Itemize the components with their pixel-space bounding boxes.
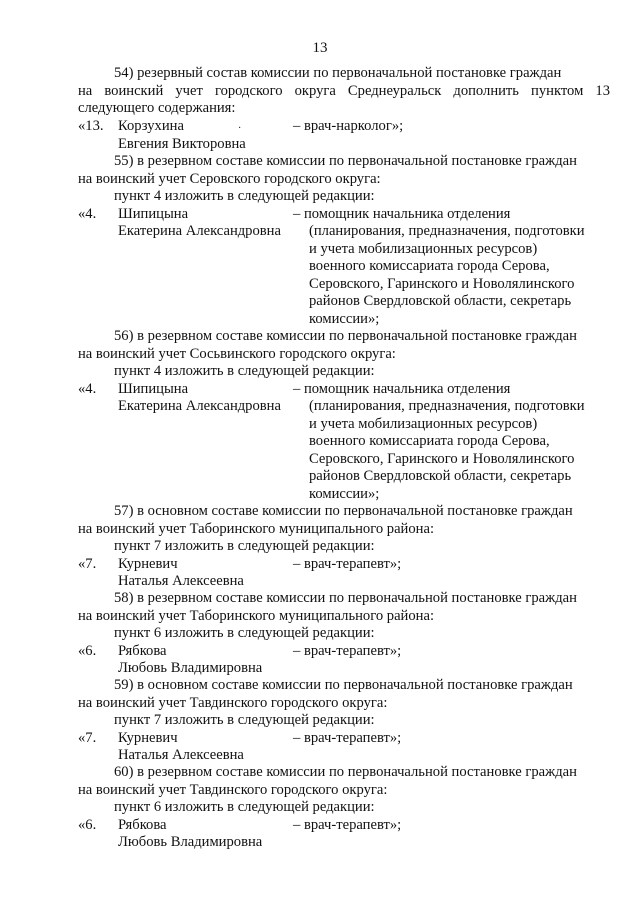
entry-surname: Шипицына xyxy=(118,381,189,397)
entry-surname: Курневич xyxy=(118,556,178,572)
paragraph-line: 55) в резервном составе комиссии по первоначальной постановке граждан xyxy=(114,153,577,169)
paragraph-line: на воинский учет Серовского городского округа: xyxy=(78,171,381,187)
paragraph-line: на воинский учет Тавдинского городского округа: xyxy=(78,695,388,711)
paragraph-line: 57) в основном составе комиссии по первоначальной постановке граждан xyxy=(114,503,573,519)
entry-number: «6. xyxy=(78,817,97,833)
paragraph-line: 56) в резервном составе комиссии по первоначальной постановке граждан xyxy=(114,328,577,344)
entry-number: «13. xyxy=(78,118,104,134)
entry-role-line: – помощник начальника отделения xyxy=(293,381,511,397)
entry-number: «4. xyxy=(78,381,97,397)
entry-role-line: – врач-терапевт»; xyxy=(293,730,402,746)
paragraph-line: следующего содержания: xyxy=(78,100,236,116)
paragraph-line: пункт 7 изложить в следующей редакции: xyxy=(114,538,375,554)
entry-given-names: Евгения Викторовна xyxy=(118,136,246,152)
entry-role-line: и учета мобилизационных ресурсов) xyxy=(309,241,538,257)
entry-given-names: Любовь Владимировна xyxy=(118,660,263,676)
entry-role-line: районов Свердловской области, секретарь xyxy=(309,293,572,309)
paragraph-line: пункт 6 изложить в следующей редакции: xyxy=(114,625,375,641)
page-number: 13 xyxy=(312,40,328,56)
entry-number: «6. xyxy=(78,643,97,659)
entry-given-names: Любовь Владимировна xyxy=(118,834,263,850)
entry-role-line: – врач-терапевт»; xyxy=(293,817,402,833)
entry-role-line: Серовского, Гаринского и Новолялинского xyxy=(309,451,575,467)
entry-role-line: Серовского, Гаринского и Новолялинского xyxy=(309,276,575,292)
paragraph-line: пункт 4 изложить в следующей редакции: xyxy=(114,363,375,379)
entry-surname: Рябкова xyxy=(118,817,167,833)
entry-role-line: – врач-терапевт»; xyxy=(293,643,402,659)
entry-role-line: (планирования, предназначения, подготовки xyxy=(309,223,585,239)
entry-surname: Рябкова xyxy=(118,643,167,659)
entry-surname: Курневич xyxy=(118,730,178,746)
paragraph-line: на воинский учет городского округа Среднеуральск дополнить пунктом 13 xyxy=(78,83,610,99)
entry-role-line: и учета мобилизационных ресурсов) xyxy=(309,416,538,432)
entry-given-names: Наталья Алексеевна xyxy=(118,747,244,763)
paragraph-line: 60) в резервном составе комиссии по первоначальной постановке граждан xyxy=(114,764,577,780)
paragraph-line: 59) в основном составе комиссии по первоначальной постановке граждан xyxy=(114,677,573,693)
entry-given-names: Екатерина Александровна xyxy=(118,398,281,414)
paragraph-line: на воинский учет Таборинского муниципального района: xyxy=(78,608,434,624)
entry-role-line: комиссии»; xyxy=(309,311,380,327)
entry-given-names: Екатерина Александровна xyxy=(118,223,281,239)
paragraph-line: пункт 7 изложить в следующей редакции: xyxy=(114,712,375,728)
entry-role-line: – врач-нарколог»; xyxy=(293,118,404,134)
scan-speck: · xyxy=(238,123,242,134)
entry-number: «7. xyxy=(78,556,97,572)
paragraph-line: на воинский учет Таборинского муниципального района: xyxy=(78,521,434,537)
entry-role-line: – помощник начальника отделения xyxy=(293,206,511,222)
entry-surname: Корзухина xyxy=(118,118,184,134)
entry-given-names: Наталья Алексеевна xyxy=(118,573,244,589)
paragraph-line: на воинский учет Сосьвинского городского округа: xyxy=(78,346,396,362)
entry-role-line: комиссии»; xyxy=(309,486,380,502)
entry-number: «4. xyxy=(78,206,97,222)
entry-number: «7. xyxy=(78,730,97,746)
paragraph-line: 54) резервный состав комиссии по первоначальной постановке граждан xyxy=(114,65,562,81)
entry-role-line: (планирования, предназначения, подготовки xyxy=(309,398,585,414)
entry-role-line: военного комиссариата города Серова, xyxy=(309,433,550,449)
paragraph-line: 58) в резервном составе комиссии по первоначальной постановке граждан xyxy=(114,590,577,606)
entry-surname: Шипицына xyxy=(118,206,189,222)
paragraph-line: на воинский учет Тавдинского городского округа: xyxy=(78,782,388,798)
paragraph-line: пункт 6 изложить в следующей редакции: xyxy=(114,799,375,815)
entry-role-line: военного комиссариата города Серова, xyxy=(309,258,550,274)
entry-role-line: районов Свердловской области, секретарь xyxy=(309,468,572,484)
entry-role-line: – врач-терапевт»; xyxy=(293,556,402,572)
paragraph-line: пункт 4 изложить в следующей редакции: xyxy=(114,188,375,204)
